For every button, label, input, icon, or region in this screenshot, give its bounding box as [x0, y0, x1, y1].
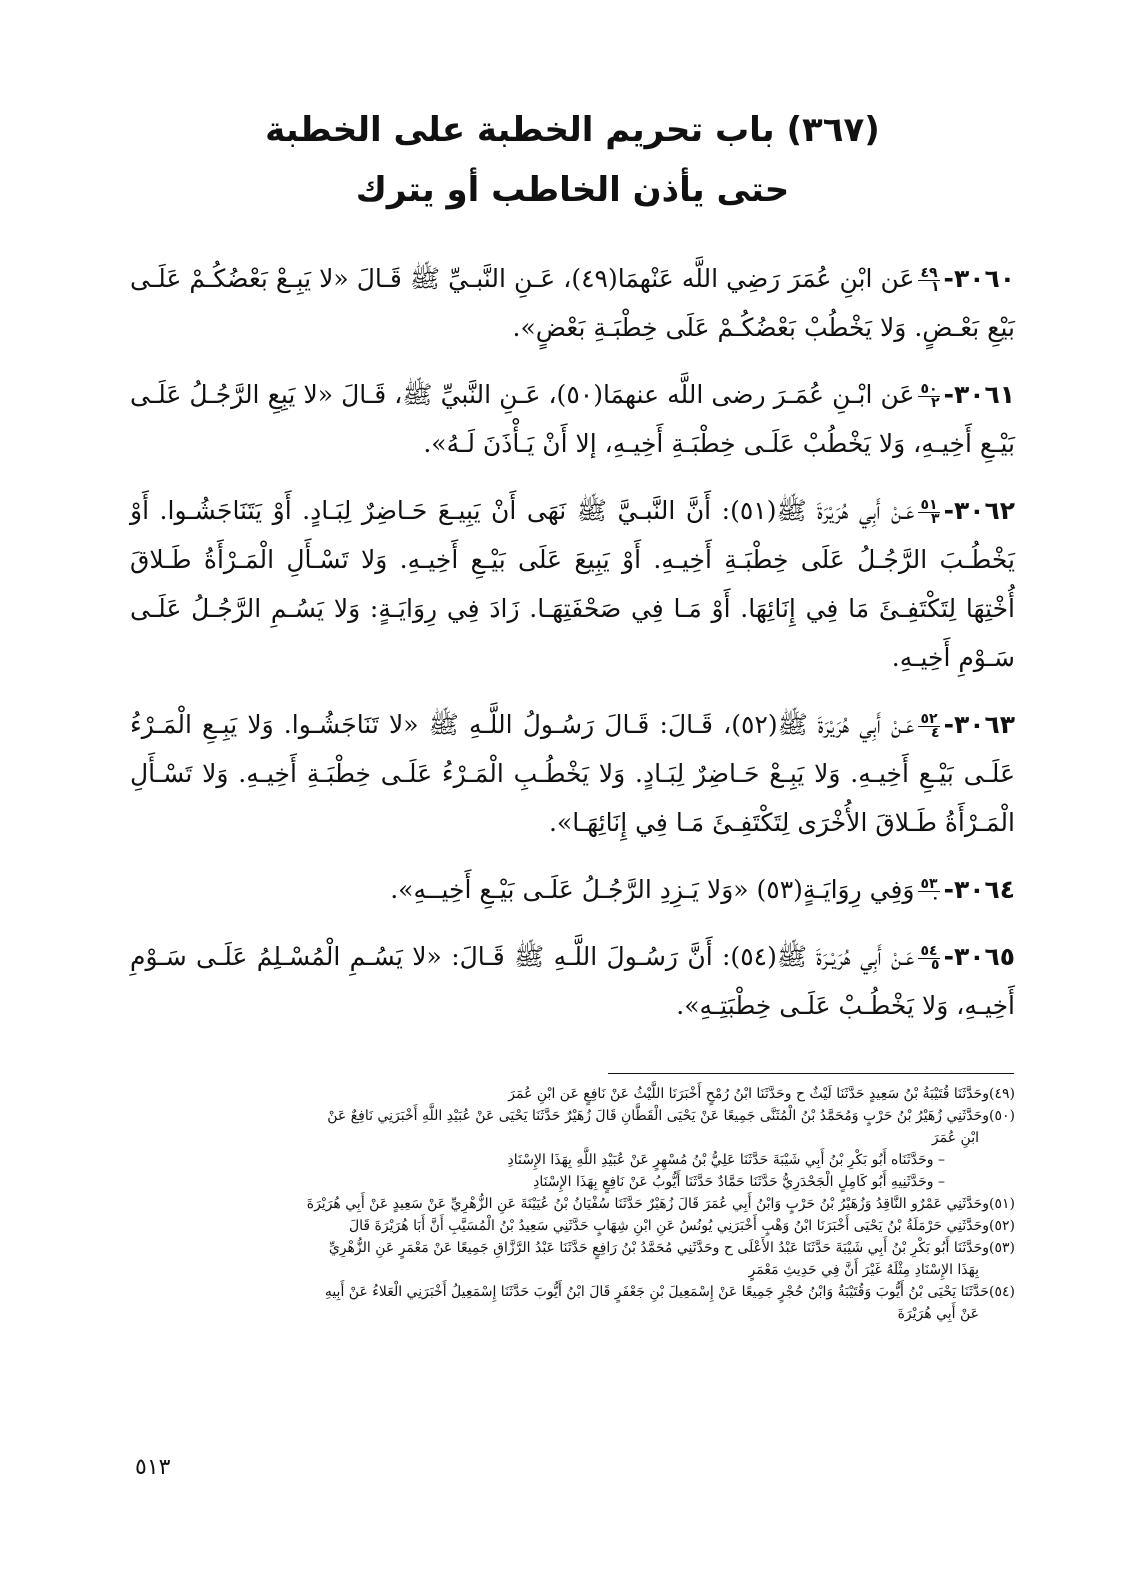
hadith-reference-fraction: [918, 499, 939, 526]
fraction-numerator: ٥١: [920, 497, 938, 513]
hadith-paragraph: [130, 700, 1015, 847]
footnote-line: (٤٩)وحَدَّثَنَا قُتَيْبَةُ بْنُ سَعِيدٍ حَدَّثَنَا لَيْثٌ ح وحَدَّثَنَا ابْنُ رُمْحٍ أَخْبَرَنَا اللَّيْثُ عَنْ نَافِعٍ عَن ابْنِ عُمَرَ: [508, 1086, 1015, 1102]
hadith-paragraph: [130, 254, 1015, 352]
hadith-list: [130, 254, 1015, 1030]
footnote-divider: [608, 1073, 1014, 1074]
footnote-line: (٥٢)وحَدَّثَنِي حَرْمَلَةُ بْنُ يَحْيَى أَخْبَرَنَا ابْنُ وَهْبٍ أَخْبَرَنِي يُونُسُ عَنِ ابْنِ شِهَابٍ حَدَّثَنِي سَعِيدُ بْنُ الْمُسَيَّبِ أَنَّ أَبَا هُرَيْرَةَ قَالَ: [348, 1218, 1015, 1234]
footnote-line: عَنْ أَبِي هُرَيْرَةَ: [897, 1306, 979, 1322]
hadith-number: ٣٠٦٥-: [943, 942, 1015, 971]
hadith-paragraph: [130, 865, 1015, 914]
hadith-text: عَـنْ أَبِي هُرَيْرَةَ ﷺ(٥٢)، قَـالَ: قَـالَ رَسُـولُ اللَّـهِ ﷺ «لا تَنَاجَشُـوا. وَلا يَبِـعِ الْمَـرْءُ عَلَـى بَيْـعِ أَخِيـهِ. وَلا يَبِـعْ حَـاضِرٌ لِبَـادٍ. وَلا يَخْطُـبِ الْمَـرْءُ عَلَـى خِطْبَـةِ أَخِيـهِ. وَلا تَسْـأَلِ الْمَـرْأَةُ طَـلاقَ الأُخْرَى لِتَكْتَفِـئَ مَـا فِي إِنَائِهَـا».: [130, 710, 1015, 837]
fraction-denominator: ٥: [931, 957, 940, 973]
hadith-number: ٣٠٦٢-: [943, 496, 1015, 525]
hadith-reference-fraction: [918, 713, 939, 740]
chapter-subtitle: حتى يأذن الخاطب أو يترك: [355, 170, 790, 210]
hadith-paragraph: [130, 486, 1015, 682]
fraction-denominator: ٠: [931, 890, 940, 906]
hadith-reference-fraction: [918, 945, 939, 972]
fraction-numerator: ٥٣: [920, 876, 938, 892]
fraction-numerator: ٥٢: [920, 711, 938, 727]
page-body: [130, 90, 1015, 1048]
hadith-number: ٣٠٦١-: [943, 380, 1015, 409]
hadith-text: عَن ابْـنِ عُمَـرَ رضى اللَّه عنهمَا(٥٠)، عَـنِ النَّبيِّ ﷺ، قَـالَ «لا يَبِعِ الرَّجُـلُ عَلَـى بَيْـعِ أَخِيـهِ، وَلا يَخْطُبْ عَلَـى خِطْبَـةِ أَخِيـهِ، إلا أَنْ يَـأْذَنَ لَـهُ».: [130, 380, 1015, 458]
hadith-number: ٣٠٦٣-: [943, 710, 1015, 739]
chapter-title: (٣٦٧) باب تحريم الخطبة على الخطبة: [265, 110, 880, 150]
fraction-denominator: ٢: [931, 395, 940, 411]
footnote-line: (٥٠)وحَدَّثَنِي زُهَيْرُ بْنُ حَرْبٍ وَمُحَمَّدُ بْنُ الْمُثَنَّى جَمِيعًا عَنْ يَحْيَى الْقَطَّانِ قَالَ زُهَيْرٌ حَدَّثَنَا يَحْيَى عَنْ عُبَيْدِ اللَّهِ أَخْبَرَنِي نَافِعٌ عَنْ: [327, 1108, 1015, 1124]
footnote-line: (٥٤)حَدَّثَنَا يَحْيَى بْنُ أَيُّوبَ وَقُتَيْبَةُ وَابْنُ حُجْرٍ جَمِيعًا عَنْ إِسْمَعِيلَ بْنِ جَعْفَرٍ قَالَ ابْنُ أَيُّوبَ حَدَّثَنَا إِسْمَعِيلُ أَخْبَرَنِي الْعَلاءُ عَنْ أَبِيهِ: [324, 1284, 1015, 1300]
footnote-line: – وحَدَّثَنِيهِ أَبُو كَامِلٍ الْجَحْدَرِيُّ حَدَّثَنَا حَمَّادٌ حَدَّثَنَا أَيُّوبُ عَنْ نَافِعٍ بِهَذَا الإِسْنَادِ: [533, 1174, 945, 1190]
hadith-text: عَن ابْنِ عُمَرَ رَضِي اللَّه عَنْهمَا(٤٩)، عَـنِ النَّبـيِّ ﷺ قَـالَ «لا يَبِـعْ بَعْضُكُـمْ عَلَـى بَيْعِ بَعْـضٍ. وَلا يَخْطُبْ بَعْضُكُـمْ عَلَى خِطْبَـةِ بَعْضٍ».: [130, 264, 1015, 342]
footnote-line: (٥١)وحَدَّثَنِي عَمْرٌو النَّاقِدُ وَزُهَيْرُ بْنُ حَرْبٍ وَابْنُ أَبِي عُمَرَ قَالَ زُهَيْرٌ حَدَّثَنَا سُفْيَانُ بْنُ عُيَيْنَةَ عَنِ الزُّهْرِيِّ عَنْ سَعِيدٍ عَنْ أَبِي هُرَيْرَةَ: [306, 1196, 1015, 1212]
footnote-line: – وحَدَّثَنَاه أَبُو بَكْرِ بْنُ أَبِي شَيْبَةَ حَدَّثَنَا عَلِيُّ بْنُ مُسْهِرٍ عَنْ عُبَيْدِ اللَّهِ بِهَذَا الإِسْنَادِ: [507, 1152, 945, 1168]
footnote-line: (٥٣)وحَدَّثَنَا أَبُو بَكْرِ بْنُ أَبِي شَيْبَةَ حَدَّثَنَا عَبْدُ الأَعْلَى ح وحَدَّثَنِي مُحَمَّدُ بْنُ رَافِعٍ حَدَّثَنَا عَبْدُ الرَّزَّاقِ جَمِيعًا عَنْ مَعْمَرٍ عَنِ الزُّهْرِيِّ: [328, 1240, 1015, 1256]
footnote-line: بِهَذَا الإِسْنَادِ مِثْلَهُ غَيْرَ أَنَّ فِي حَدِيثِ مَعْمَرٍ: [748, 1262, 979, 1278]
hadith-text: عَـنْ أَبِي هُرَيْرَةَ ﷺ(٥١): أَنَّ النَّبـيَّ ﷺ نَهَى أَنْ يَبِيـعَ حَـاضِرٌ لِبَـادٍ. أَوْ يَتَنَاجَشُـوا. أَوْ يَخْطُـبَ الرَّجُـلُ عَلَى خِطْبَـةِ أَخِيـهِ. أَوْ يَبِيعَ عَلَى بَيْـعِ أَخِيـهِ. وَلا تَسْـأَلِ الْمَـرْأَةُ طَـلاقَ أُخْتِهَا لِتَكْتَفِـئَ مَا فِي إِنَائِهَا. أَوْ مَـا فِي صَحْفَتِهَـا. زَادَ فِي رِوَايَـةٍ: وَلا يَسُـمِ الرَّجُـلُ عَلَـى سَـوْمِ أَخِيـهِ.: [130, 496, 1015, 672]
fraction-numerator: ٤٩: [920, 265, 938, 281]
hadith-paragraph: [130, 932, 1015, 1030]
hadith-text: عَـنْ أَبِي هُرَيْـرَةَ ﷺ(٥٤): أَنَّ رَسُـولَ اللَّـهِ ﷺ قَـالَ: «لا يَسُـمِ الْمُسْـلِمُ عَلَـى سَـوْمِ أَخِيـهِ، وَلا يَخْطُـبْ عَلَـى خِطْبَتِـهِ».: [130, 942, 1015, 1020]
hadith-paragraph: [130, 370, 1015, 468]
footnotes: [130, 1083, 1015, 1325]
hadith-number: ٣٠٦٤-: [943, 875, 1015, 904]
footnote-line: ابْنِ عُمَرَ: [931, 1130, 979, 1146]
fraction-denominator: ٣: [931, 511, 940, 527]
hadith-number: ٣٠٦٠-: [943, 264, 1015, 293]
hadith-text: وَفِي رِوَايَـةٍ(٥٣) «وَلا يَـزِدِ الرَّجُـلُ عَلَـى بَيْـعِ أَخِيــهِ».: [390, 875, 915, 904]
fraction-denominator: ٤: [931, 725, 940, 741]
hadith-reference-fraction: [918, 267, 939, 294]
fraction-denominator: ١: [931, 279, 940, 295]
fraction-numerator: ٥٤: [920, 943, 938, 959]
fraction-numerator: ٥٠: [920, 381, 938, 397]
hadith-reference-fraction: [918, 878, 939, 905]
page-number: ٥١٣: [135, 1455, 171, 1480]
hadith-reference-fraction: [918, 383, 939, 410]
